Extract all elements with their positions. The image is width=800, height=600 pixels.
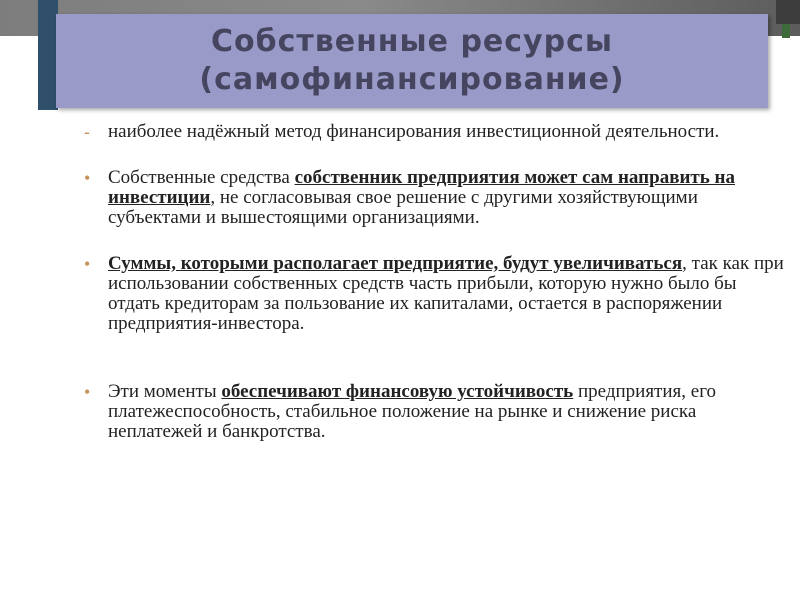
intro-text: наиболее надёжный метод финансирования инвестиционной деятельности. [108, 121, 720, 142]
paragraph-stability-rest: предприятия, его платежеспособность, стабильное положение на рынке и снижение риска неплатежей и банкротства. [108, 381, 717, 442]
corner-decor-dark [776, 0, 800, 24]
paragraph-stability [84, 382, 784, 442]
dash-marker: - [84, 122, 90, 142]
corner-decor-green [782, 24, 790, 38]
paragraph-sums-emphasis: Суммы, которыми располагает предприятие, будут увеличиваться [108, 253, 683, 274]
bullet-marker: • [84, 382, 91, 402]
paragraph-own-funds-lead: Собственные средства [108, 167, 295, 188]
intro-paragraph [84, 122, 784, 142]
paragraph-own-funds-emphasis: собственник предприятия может сам направить на инвестиции [108, 167, 735, 208]
paragraph-stability-lead: Эти моменты [108, 381, 222, 402]
slide-title-line-1: Собственные ресурсы [211, 24, 613, 59]
paragraph-own-funds [84, 168, 784, 228]
slide-title-line-2: (самофинансирование) [199, 62, 625, 97]
bullet-marker: • [84, 168, 91, 188]
paragraph-own-funds-rest: , не согласовывая свое решение с другими хозяйствующими субъектами и вышестоящими организациями. [108, 187, 698, 228]
title-accent-bar [38, 0, 58, 110]
paragraph-stability-emphasis: обеспечивают финансовую устойчивость [221, 381, 574, 402]
paragraph-sums [84, 254, 784, 334]
paragraph-sums-rest: , так как при использовании собственных средств часть прибыли, которую нужно было бы отдать кредиторам за пользование их капиталами, остается в распоряжении предприятия-инвестора. [108, 253, 784, 334]
slide-title-box [56, 14, 768, 108]
slide-body [84, 122, 784, 442]
bullet-marker: • [84, 254, 91, 274]
